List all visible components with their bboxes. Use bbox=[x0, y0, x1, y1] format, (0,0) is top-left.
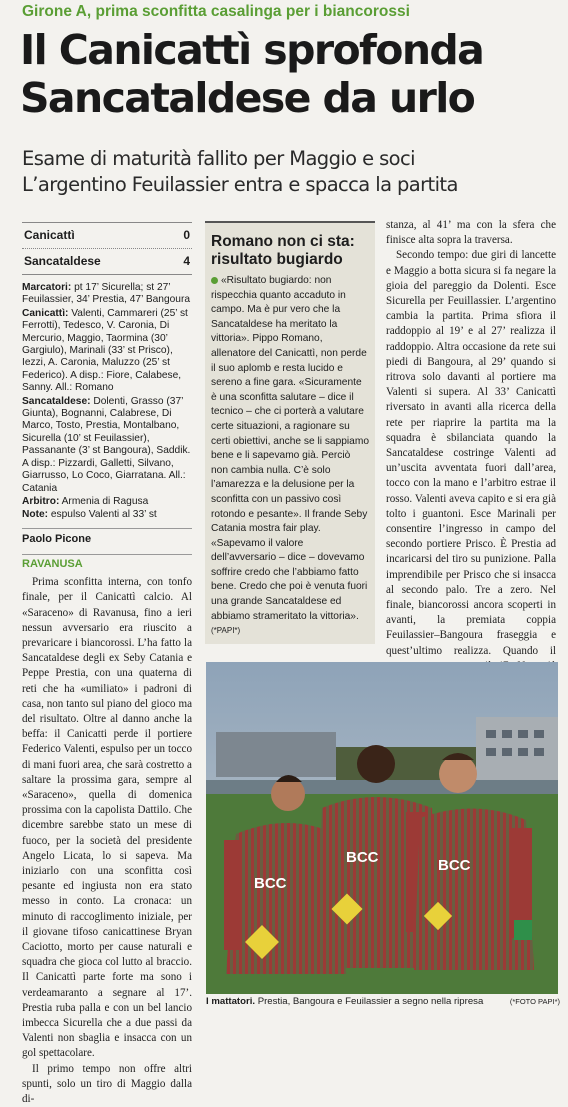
photo-credit: (*FOTO PAPI*) bbox=[509, 997, 560, 1006]
team-photo bbox=[206, 662, 558, 994]
svg-text:BCC: BCC bbox=[346, 849, 379, 866]
lineup-canicatti: Canicattì: Valenti, Cammareri (25’ st Ferrotti), Tedesco, V. Caronia, Di Mercurio, Maggio, Taormina (30’ Gargiulo), Marinali (33’ st Prisco), Iezzi, A. Caronia, Maluzzo (25’ st Federico). A disp.: Fiore, Calabese, Sanny. All.: Romano bbox=[22, 307, 188, 394]
headline-line-2: Sancataldese da urlo bbox=[20, 74, 475, 122]
article-kicker: Girone A, prima sconfitta casalinga per i biancorossi bbox=[22, 3, 410, 20]
players-photo bbox=[206, 662, 558, 994]
column-right bbox=[386, 218, 556, 735]
body-paragraph: Prima sconfitta interna, con tonfo finale, per il Canicattì calcio. Al «Saraceno» di Ravanusa, fino a ieri nessun avversario era riuscito a prevaricare i biancorossi. L’ha fatto la Sancataldese degli ex Seby Catania e Peppe Prestia, con una quaterna di reti che ha «umiliato» i padroni di casa, non tanto sul piano del gioco ma del risultato. Oltre al danno anche la beffa: il Canicatti perde il portiere Federico Valenti, espulso per un tocco di mani fuori area, che sarà costretto a saltare la prossima gara, sempre al «Saraceno», quella di domenica prossima con la capolista Dattilo. Che dicembre sarebbe stato un mese di fuoco, per la società del presidente Angelo Licata, lo si sapeva. Ma iniziarlo con una sconfitta così pesante ed ingiusta non era stato messo in conto. La cronaca: un minuto di raccoglimento iniziale, per il giovane tifoso canicattinese Bryan Caciotto, morto per cause naturali e squadra che gioca col lutto al braccio. Il Canicattì parte forte ma sono i verdeamaranto a segnare al 17’. Prestia ruba palla e con un bel lancio imbecca Sicurella che a due passi da Valenti non sbaglia e insacca con un gol spettacolare. bbox=[22, 576, 192, 1060]
caption-text: I mattatori. Prestia, Bangoura e Feuilassier a segno nella ripresa bbox=[206, 996, 484, 1007]
body-paragraph: Secondo tempo: due giri di lancette e Maggio a botta sicura si fa negare la gioia del pareggio da Dolenti. Esce Sicurella per Feuillassier. L’argentino cambia la partita. Prima sfiora il raddoppio al 19’ e al 27’ realizza il raddoppio. Altra occasione da rete sui piedi di Bangoura, al 29’ quando si ritrova solo davanti al portiere ma Valenti si supera. Al 33’ Canicattì riversato in avanti alla ricerca della rete per riaprire la partita ma la squadra è sbilanciata quando la Sancataldese costringe Valenti ad un’uscita avventata fuori dall’area, tocco con la mano e l’arbitro estrae il rosso. Valenti aveva capito e si era già tolto i guantoni. Esce Marinali per consentire l’ingresso in campo del secondo portiere Prisco. È Prestia ad incaricarsi del tiro su punizione. Palla imprendibile per Prisco che si insacca al secondo palo. Tre a zero. Nel finale, biancorossi ancora scoperti in avanti, la premiata coppia Feuilassier–Bangoura fraseggia e quest’ultimo realizza. Quando il bbox=[386, 248, 556, 735]
svg-text:BCC: BCC bbox=[438, 857, 471, 874]
score-row-home bbox=[22, 223, 192, 249]
author-byline: Paolo Picone bbox=[22, 528, 192, 547]
body-paragraph: Il primo tempo non offre altri spunti, solo un tiro di Maggio dalla di- bbox=[22, 1062, 192, 1106]
team-score: 4 bbox=[183, 253, 190, 268]
article-body-col1 bbox=[22, 575, 192, 1107]
headline bbox=[20, 26, 560, 122]
subhead-line-2: L’argentino Feuilassier entra e spacca la partita bbox=[22, 173, 458, 196]
score-row-away bbox=[22, 249, 192, 275]
referee: Arbitro: Armenia di Ragusa bbox=[22, 495, 149, 507]
signature: (*PAPI*) bbox=[211, 626, 241, 636]
subheadline bbox=[22, 146, 562, 198]
sidebar-box bbox=[205, 221, 375, 644]
subhead-line-1: Esame di maturità fallito per Maggio e soci bbox=[22, 147, 415, 170]
headline-line-1: Il Canicattì sprofonda bbox=[20, 26, 484, 74]
team-name: Sancataldese bbox=[24, 253, 101, 268]
lineup-sancataldese: Sancataldese: Dolenti, Grasso (37’ Giunta), Bognanni, Calabrese, Di Marco, Tosto, Prestia, Montalbano, Sicurella (10’ st Feuilassier), Passanante (3’ st Bangoura), Saddik. A disp.: Pizzardi, Galletti, Silvano, Giarrusso, Lo Coco, Giarratana. All.: Catania bbox=[22, 395, 191, 494]
match-report bbox=[22, 282, 192, 522]
photo-caption bbox=[206, 996, 560, 1008]
team-score: 0 bbox=[183, 227, 190, 242]
dateline: RAVANUSA bbox=[22, 554, 192, 572]
notes: Note: espulso Valenti al 33’ st bbox=[22, 509, 157, 521]
column-left bbox=[22, 222, 192, 1107]
team-name: Canicattì bbox=[24, 227, 75, 242]
scorers: Marcatori: pt 17’ Sicurella; st 27’ Feuilassier, 34’ Prestia, 47’ Bangoura bbox=[22, 282, 190, 306]
scoreboard bbox=[22, 222, 192, 275]
sidebar-text: «Risultato bugiardo: non rispecchia quanto accaduto in campo. Ma è pur vero che la Sancataldese ha meritato la vittoria». Pippo Romano, allenatore del Canicattì, non perde il suo aplomb e resta lucido e sereno a fine gara. «Sicuramente è una sconfitta salutare – dice il tecnico – che ci porterà a valutare certe situazioni, a ragionare su certi obiettivi, anche se li sappiamo bene e li sapevamo già. Perciò non cambia nulla. C’è solo l’amarezza e la delusione per la sconfitta con un passivo così rotondo e pesante». Il frande Seby Catania mostra fair play. «Sapevamo il valore dell’avversario – dice – dovevamo soffrire credo che l’abbiamo fatto bene. Credo che poi è venuta fuori una grande Sancataldese ed abbiamo strameritato la vittoria». bbox=[211, 275, 369, 622]
sidebar-title: Romano non ci sta: risultato bugiardo bbox=[211, 233, 355, 268]
body-paragraph: stanza, al 41’ ma con la sfera che finisce alta sopra la traversa. bbox=[386, 219, 556, 247]
sponsor-text: BCC bbox=[254, 875, 287, 892]
article-body-col3 bbox=[386, 218, 556, 735]
sidebar-body bbox=[211, 274, 369, 639]
bullet-icon bbox=[211, 277, 218, 284]
